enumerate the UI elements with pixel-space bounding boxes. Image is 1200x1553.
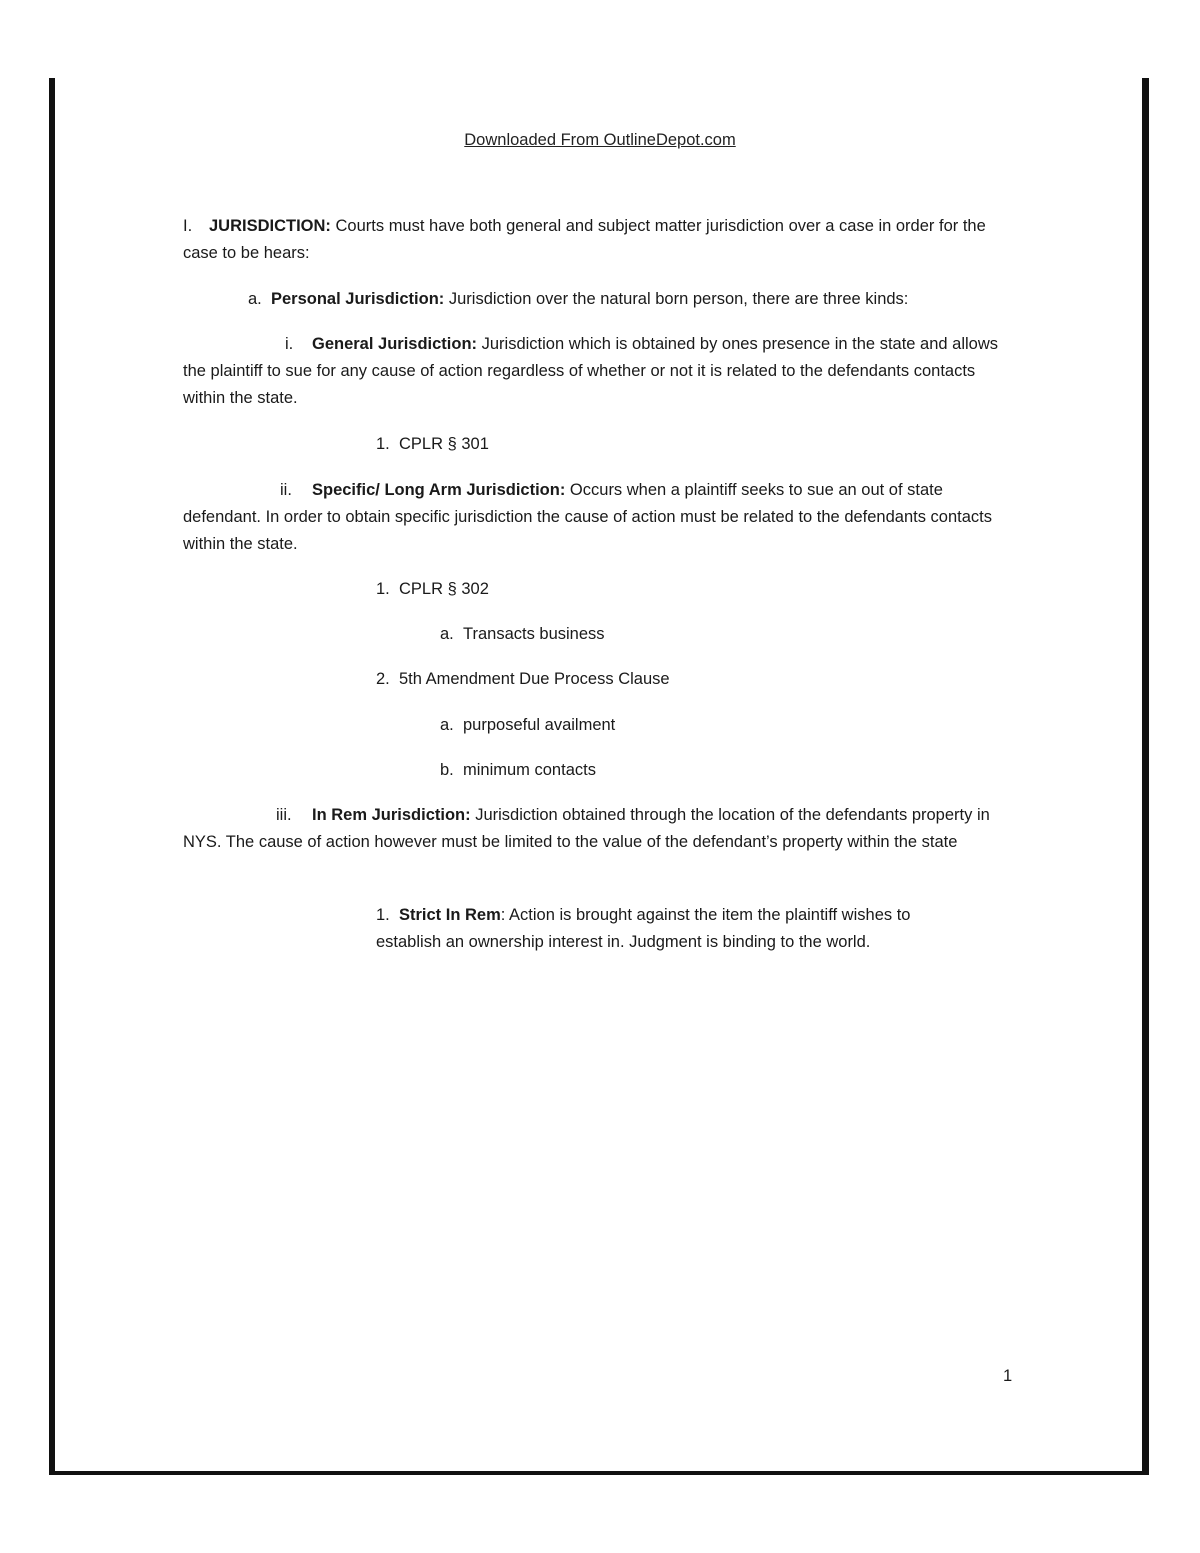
body-text: 5th Amendment Due Process Clause <box>399 670 670 688</box>
heading: General Jurisdiction: <box>312 335 478 353</box>
marker: I. <box>183 217 193 235</box>
heading: Strict In Rem <box>399 906 501 924</box>
section-ii-2-b <box>440 757 1000 784</box>
body-text: Jurisdiction obtained through the location of the defendants property in NYS. The cause of action however must be limited to the value of the defendant’s property within the state <box>183 806 990 851</box>
section-iii-1 <box>376 902 976 956</box>
marker: a. <box>440 625 454 643</box>
marker: 1. <box>376 580 390 598</box>
heading: JURISDICTION: <box>209 217 331 235</box>
body-text: purposeful availment <box>463 716 616 734</box>
heading: Specific/ Long Arm Jurisdiction: <box>312 481 566 499</box>
marker: b. <box>440 761 454 779</box>
section-a <box>183 286 1013 313</box>
body-text: : Action is brought against the item the plaintiff wishes to establish an ownership interest in. Judgment is binding to the world. <box>376 906 911 951</box>
section-ii-1 <box>376 576 976 603</box>
marker: a. <box>440 716 454 734</box>
marker: 2. <box>376 670 390 688</box>
body-text: Courts must have both general and subject matter jurisdiction over a case in order for the case to be hears: <box>183 217 986 262</box>
page-number: 1 <box>1003 1367 1013 1385</box>
body-text: minimum contacts <box>463 761 596 779</box>
heading: In Rem Jurisdiction: <box>312 806 471 824</box>
body-text: Occurs when a plaintiff seeks to sue an out of state defendant. In order to obtain specific jurisdiction the cause of action must be related to the defendants contacts within the state. <box>183 481 992 553</box>
body-text: CPLR § 302 <box>399 580 489 598</box>
section-iii <box>183 802 1013 856</box>
marker: a. <box>248 290 262 308</box>
marker: iii. <box>276 806 292 824</box>
section-ii <box>183 477 1013 558</box>
body-text: CPLR § 301 <box>399 435 489 453</box>
page-border-right <box>1142 78 1149 1475</box>
body-text: Transacts business <box>463 625 605 643</box>
marker: i. <box>285 335 294 353</box>
page-border-left <box>49 78 55 1475</box>
source-header[interactable]: Downloaded From OutlineDepot.com <box>464 131 736 149</box>
body-text: Jurisdiction which is obtained by ones presence in the state and allows the plaintiff to sue for any cause of action regardless of whether or not it is related to the defendants contacts within the state. <box>183 335 999 407</box>
marker: ii. <box>280 481 292 499</box>
section-i-1 <box>376 431 976 458</box>
section-ii-2-a <box>440 712 1000 739</box>
marker: 1. <box>376 435 390 453</box>
section-i <box>183 331 1013 412</box>
heading: Personal Jurisdiction: <box>271 290 445 308</box>
section-ii-1-a <box>440 621 1000 648</box>
marker: 1. <box>376 906 390 924</box>
section-I <box>183 213 1013 267</box>
body-text: Jurisdiction over the natural born person, there are three kinds: <box>444 290 909 308</box>
section-ii-2 <box>376 666 976 693</box>
page-border-bottom <box>49 1471 1149 1475</box>
